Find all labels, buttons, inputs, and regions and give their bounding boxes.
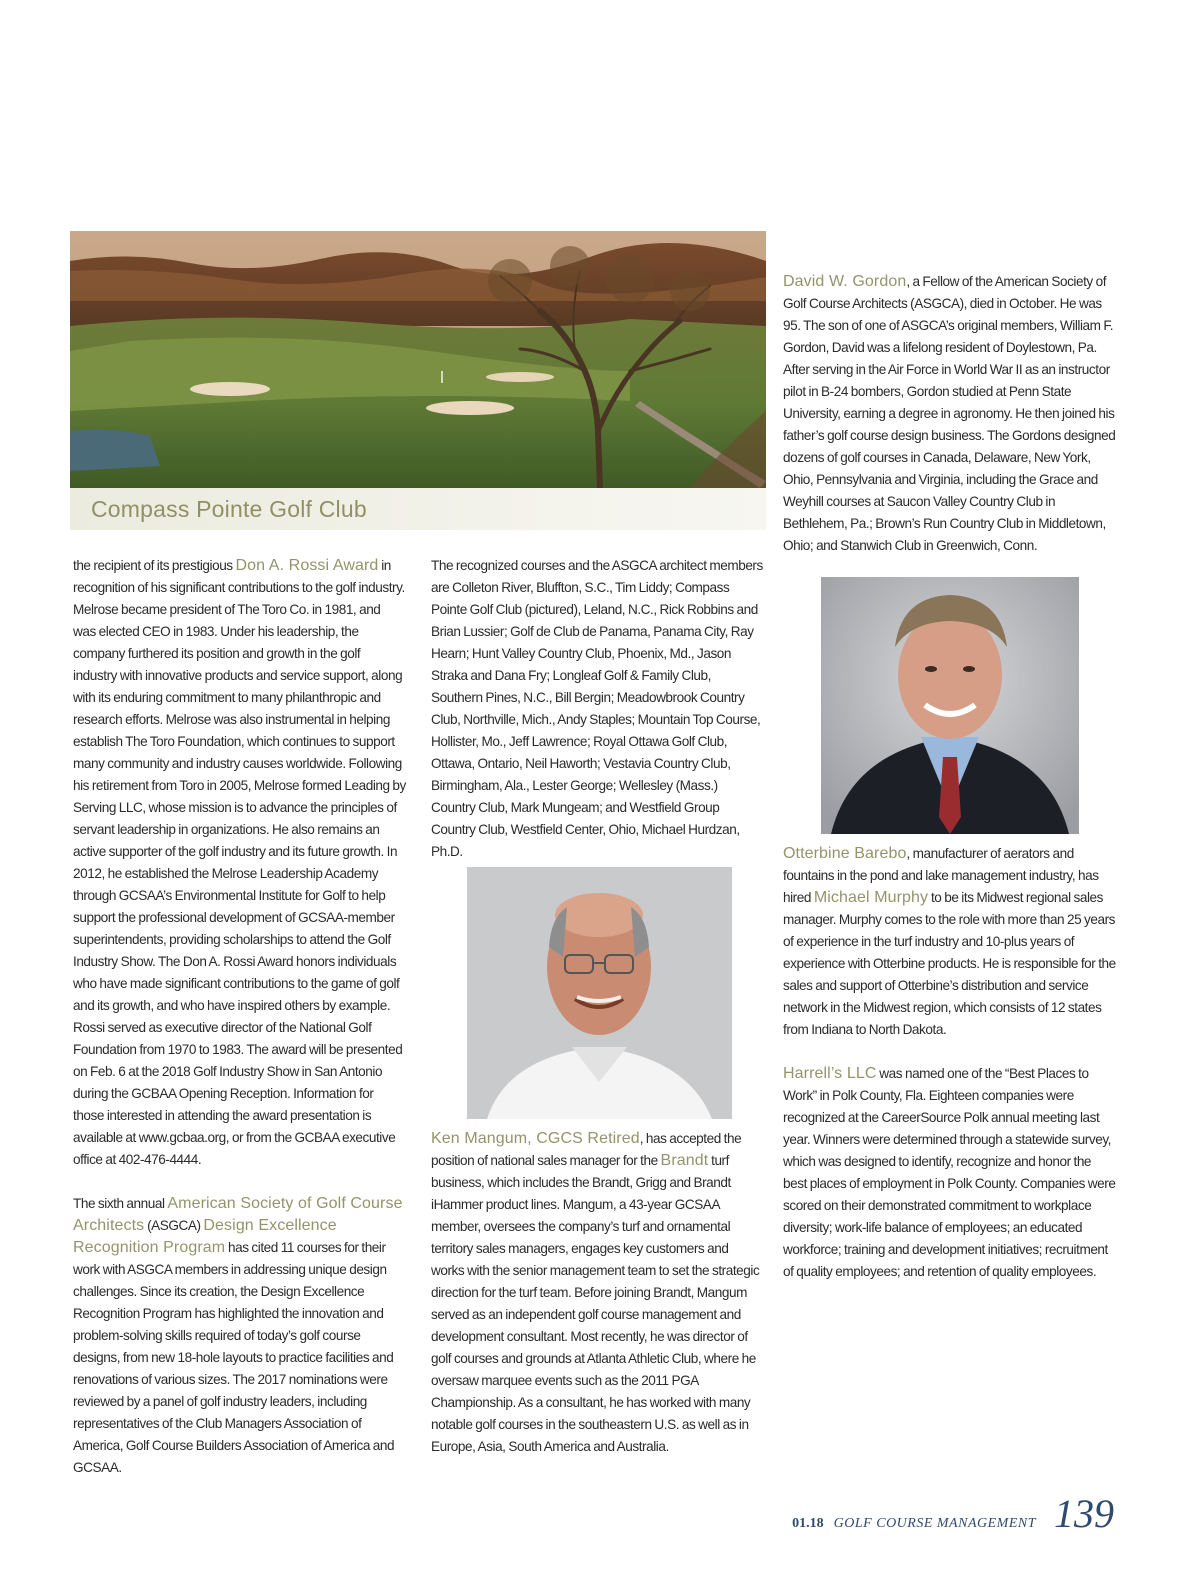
asgca-org-name: American Society of Golf Course Architects <box>73 1195 403 1234</box>
otterbine-company: Otterbine Barebo <box>783 845 907 862</box>
photo-caption-bar <box>70 488 766 530</box>
murphy-portrait-image <box>821 577 1079 834</box>
mangum-photo <box>467 867 732 1119</box>
harrells-company: Harrell’s LLC <box>783 1065 877 1082</box>
page-number: 139 <box>1054 1491 1114 1536</box>
gordon-paragraph: David W. Gordon, a Fellow of the American Society of Golf Course Architects (ASGCA), died in October. He was 95. The son of one of ASGCA’s original members, William F. Gordon, David was a lifelong resident of Doylestown, Pa. After serving in the Air Force in World War II as an instructor pilot in B-24 bombers, Gordon studied at Penn State University, earning a degree in agronomy. He then joined his father’s golf course design business. The Gordons designed dozens of golf courses in Canada, Delaware, New York, Ohio, Pennsylvania and Virginia, including the Grace and Weyhill courses at Saucon Valley Country Club in Bethlehem, Pa.; Brown’s Run Country Club in Middletown, Ohio; and Stanwich Club in Greenwich, Conn. <box>783 273 1116 553</box>
murphy-name: Michael Murphy <box>813 889 929 906</box>
recognized-courses-paragraph: The recognized courses and the ASGCA architect members are Colleton River, Bluffton, S.C., Tim Liddy; Compass Pointe Golf Club (pictured), Leland, N.C., Rick Robbins and Brian Lussier; Golf de Club de Panama, Panama City, Ray Hearn; Hunt Valley Country Club, Phoenix, Md., Jason Straka and Dana Fry; Longleaf Golf & Family Club, Southern Pines, N.C., Bill Bergin; Meadowbrook Country Club, Northville, Mich., Andy Staples; Mountain Top Course, Hollister, Mo., Jeff Lawrence; Royal Ottawa Golf Club, Ottawa, Ontario, Neil Haworth; Vestavia Country Club, Birmingham, Ala., Lester George; Wellesley (Mass.) Country Club, Mark Mungeam; and Westfield Group Country Club, Westfield Center, Ohio, Michael Hurdzan, Ph.D. <box>431 558 763 859</box>
issue-number: 01.18 <box>792 1516 824 1531</box>
column-3-bottom <box>783 843 1116 1283</box>
course-photo <box>70 231 766 488</box>
photo-caption: Compass Pointe Golf Club <box>91 496 367 522</box>
mangum-name: Ken Mangum, CGCS Retired <box>431 1130 640 1147</box>
column-2-top <box>431 555 764 863</box>
page-footer <box>792 1490 1114 1537</box>
column-2-bottom <box>431 1128 764 1458</box>
melrose-paragraph: the recipient of its prestigious Don A. Rossi Award in recognition of his significant contributions to the golf industry. Melrose became president of The Toro Co. in 1981, and was elected CEO in 1983. Under his leadership, the company furthered its position and growth in the golf industry with innovative products and service support, along with its enduring commitment to many philanthropic and research efforts. Melrose was also instrumental in helping establish The Toro Foundation, which continues to support many community and industry causes worldwide. Following his retirement from Toro in 2005, Melrose formed Leading by Serving LLC, whose mission is to advance the principles of servant leadership in organizations. He also remains an active supporter of the golf industry and its future growth. In 2012, he established the Melrose Leadership Academy through GCSAA’s Environmental Institute for Golf to help support the professional development of GCSAA-member superintendents, providing scholarships to attend the Golf Industry Show. The Don A. Rossi Award honors individuals who have made significant contributions to the game of golf and its growth, and who have inspired others by example. Rossi served as executive director of the National Golf Foundation from 1970 to 1983. The award will be presented on Feb. 6 at the 2018 Golf Industry Show in San Antonio during the GCBAA Opening Reception. Information for those interested in attending the award presentation is available at www.gcbaa.org, or from the GCBAA executive office at 402-476-4444. <box>73 557 406 1167</box>
mangum-portrait-image <box>467 867 732 1119</box>
otterbine-paragraph: Otterbine Barebo, manufacturer of aerators and fountains in the pond and lake management industry, has hired Michael Murphy to be its Midwest regional sales manager. Murphy comes to the role with more than 25 years of experience in the turf industry and 10-plus years of experience with Otterbine products. He is responsible for the sales and support of Otterbine’s distribution and service network in the Midwest region, which consists of 12 states from Indiana to North Dakota. <box>783 845 1116 1037</box>
award-name: Don A. Rossi Award <box>235 557 379 574</box>
brandt-company: Brandt <box>660 1152 709 1169</box>
column-3-top <box>783 271 1116 557</box>
gordon-name: David W. Gordon <box>783 273 907 290</box>
magazine-title: GOLF COURSE MANAGEMENT <box>833 1516 1036 1531</box>
asgca-paragraph: The sixth annual American Society of Golf Course Architects (ASGCA) Design Excellence Recognition Program has cited 11 courses for their work with ASGCA members in addressing unique design challenges. Since its creation, the Design Excellence Recognition Program has highlighted the innovation and problem-solving skills required of today’s golf course designs, from new 18-hole layouts to practice facilities and renovations of various sizes. The 2017 nominations were reviewed by a panel of golf industry leaders, including representatives of the Club Managers Association of America, Golf Course Builders Association of America and GCSAA. <box>73 1195 403 1475</box>
harrells-paragraph: Harrell’s LLC was named one of the “Best Places to Work” in Polk County, Fla. Eighteen companies were recognized at the CareerSource Polk annual meeting last year. Winners were determined through a statewide survey, which was designed to identify, recognize and honor the best places of employment in Polk County. Companies were scored on their demonstrated commitment to workplace diversity; work-life balance of employees; an educated workforce; training and development initiatives; recruitment of quality employees; and retention of quality employees. <box>783 1065 1116 1279</box>
program-name: Design Excellence Recognition Program <box>73 1217 337 1256</box>
column-1 <box>73 555 406 1479</box>
course-photo-image <box>70 231 766 488</box>
mangum-paragraph: Ken Mangum, CGCS Retired, has accepted the position of national sales manager for the Brandt turf business, which includes the Brandt, Grigg and Brandt iHammer product lines. Mangum, a 43-year GCSAA member, oversees the company’s turf and ornamental territory sales managers, engages key customers and works with the senior management team to set the strategic direction for the turf team. Before joining Brandt, Mangum served as an independent golf course management and development consultant. Most recently, he was director of golf courses and grounds at Atlanta Athletic Club, where he oversaw marquee events such as the 2011 PGA Championship. As a consultant, he has worked with many notable golf courses in the southeastern U.S. as well as in Europe, Asia, South America and Australia. <box>431 1130 760 1454</box>
murphy-photo <box>821 577 1079 834</box>
